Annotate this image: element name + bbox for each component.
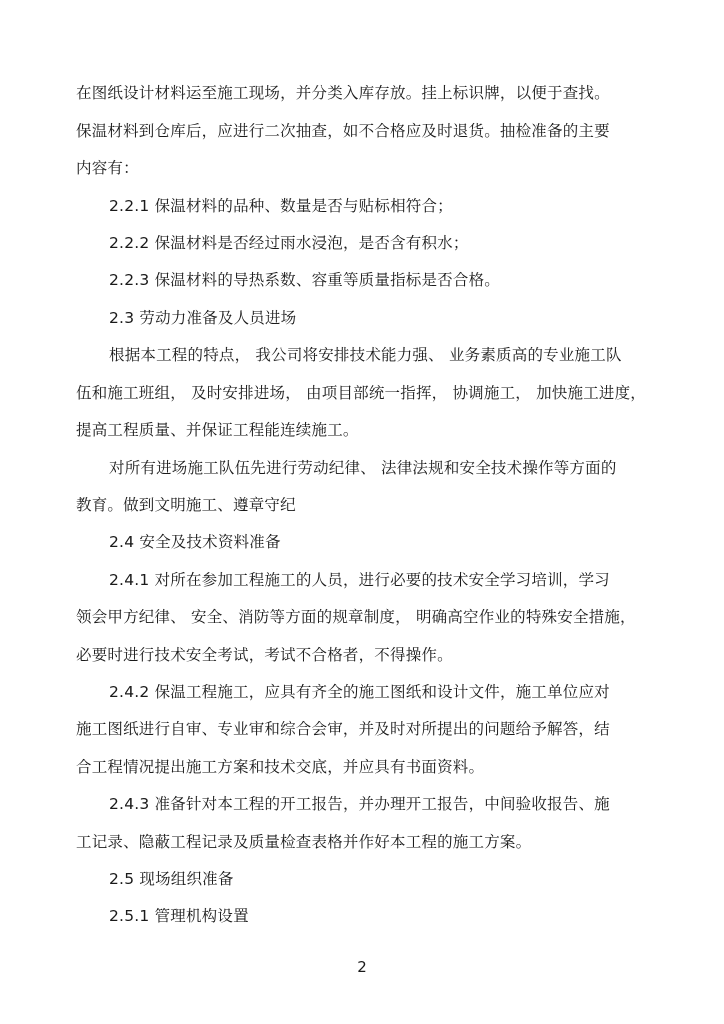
text-line: 在图纸设计材料运至施工现场，并分类入库存放。挂上标识牌，以便于查找。 (76, 84, 610, 102)
section-heading: 2.5 现场组织准备 (109, 870, 234, 888)
text-line: 教育。做到文明施工、遵章守纪 (76, 496, 296, 514)
text-line: 内容有： (76, 159, 139, 177)
text-line: 根据本工程的特点， 我公司将安排技术能力强、 业务素质高的专业施工队 (109, 346, 622, 364)
text-line: 2.5.1 管理机构设置 (109, 907, 249, 925)
text-line: 2.2.3 保温材料的导热系数、容重等质量指标是否合格。 (109, 271, 500, 289)
text-line: 提高工程质量、并保证工程能连续施工。 (76, 421, 359, 439)
text-line: 2.4.2 保温工程施工，应具有齐全的施工图纸和设计文件，施工单位应对 (109, 683, 610, 701)
section-heading: 2.3 劳动力准备及人员进场 (109, 309, 297, 327)
text-line: 2.2.2 保温材料是否经过雨水浸泡，是否含有积水； (109, 234, 469, 252)
text-line: 施工图纸进行自审、专业审和综合会审，并及时对所提出的问题给予解答，结 (76, 720, 610, 738)
text-line: 合工程情况提出施工方案和技术交底，并应具有书面资料。 (76, 758, 485, 776)
text-line: 保温材料到仓库后，应进行二次抽查，如不合格应及时退货。抽检准备的主要 (76, 122, 610, 140)
section-heading: 2.4 安全及技术资料准备 (109, 533, 281, 551)
text-line: 领会甲方纪律、 安全、消防等方面的规章制度， 明确高空作业的特殊安全措施， (76, 608, 636, 626)
text-line: 2.4.3 准备针对本工程的开工报告，并办理开工报告，中间验收报告、施 (109, 795, 610, 813)
text-line: 对所有进场施工队伍先进行劳动纪律、 法律法规和安全技术操作等方面的 (109, 459, 617, 477)
text-line: 必要时进行技术安全考试，考试不合格者，不得操作。 (76, 646, 453, 664)
text-line: 2.4.1 对所在参加工程施工的人员，进行必要的技术安全学习培训，学习 (109, 571, 610, 589)
text-line: 伍和施工班组， 及时安排进场， 由项目部统一指挥， 协调施工， 加快施工进度， (76, 384, 647, 402)
page-number: 2 (357, 958, 367, 976)
text-line: 工记录、隐蔽工程记录及质量检查表格并作好本工程的施工方案。 (76, 833, 532, 851)
text-line: 2.2.1 保温材料的品种、数量是否与贴标相符合； (109, 197, 453, 215)
